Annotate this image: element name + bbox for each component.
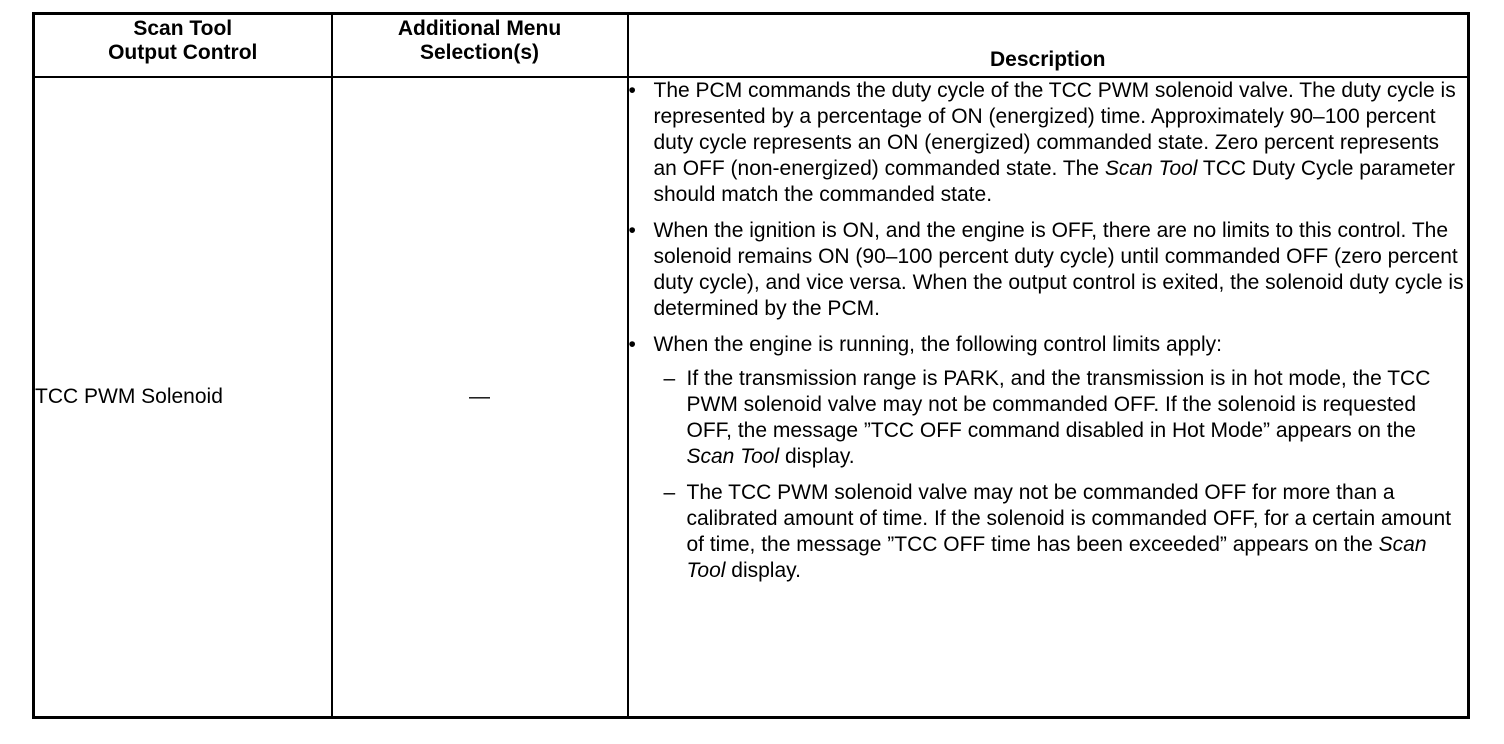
description-bullet-2 — [629, 218, 1468, 322]
description-list — [629, 78, 1468, 584]
sub-1-italic: Scan Tool — [686, 445, 780, 468]
description-bullet-3 — [629, 332, 1468, 584]
description-cell — [628, 77, 1469, 718]
header-scan-tool-output-control — [34, 14, 332, 78]
sub-2-text-b: display. — [725, 559, 801, 582]
description-bullet-1 — [629, 78, 1468, 208]
control-limit-2 — [664, 480, 1468, 584]
header-col3-label: Description — [989, 48, 1106, 71]
header-description — [628, 14, 1469, 78]
bullet-marker: • — [628, 79, 636, 102]
dash-marker: – — [663, 367, 676, 390]
control-limits-list — [654, 366, 1468, 584]
bullet-1-italic: Scan Tool — [1104, 157, 1198, 180]
bullet-1-text-a: The PCM commands the duty cycle of the TCC PWM solenoid valve. The duty cycle is represented by a percentage of ON (energized) time. Approximately 90–100 percent duty cycle represents an ON (energized) commanded state. Zero percent represents an OFF (non-energized) commanded state. The — [653, 79, 1456, 180]
output-control-name: TCC PWM Solenoid — [35, 385, 223, 408]
table-row — [34, 77, 1469, 718]
control-limit-1 — [664, 366, 1468, 470]
menu-selection-value: — — [469, 385, 490, 408]
header-col1-line1: Scan Tool — [133, 17, 233, 40]
bullet-marker: • — [628, 333, 636, 356]
bullet-marker: • — [628, 219, 636, 242]
bullet-2-text: When the ignition is ON, and the engine is OFF, there are no limits to this control. The solenoid remains ON (90–100 percent duty cycle) until commanded OFF (zero percent duty cycle), and vice versa. When the output control is exited, the solenoid duty cycle is determined by the PCM. — [653, 219, 1464, 320]
output-control-table — [32, 12, 1470, 719]
header-row — [34, 14, 1469, 78]
header-additional-menu-selections — [332, 14, 628, 78]
bullet-3-text: When the engine is running, the following control limits apply: — [653, 333, 1222, 356]
dash-marker: – — [663, 481, 676, 504]
header-col1-line2: Output Control — [108, 41, 258, 64]
sub-2-italic: Scan Tool — [686, 533, 1427, 582]
header-col2-line2: Selection(s) — [419, 41, 540, 64]
sub-1-text-b: display. — [779, 445, 855, 468]
header-col2-line1: Additional Menu — [397, 17, 562, 40]
sub-2-text-a: The TCC PWM solenoid valve may not be commanded OFF for more than a calibrated amount of time. If the solenoid is commanded OFF, for a certain amount of time, the message ”TCC OFF time has been exceeded” appears on the — [686, 481, 1452, 556]
output-control-cell — [34, 77, 332, 718]
menu-selection-cell — [332, 77, 628, 718]
sub-1-text-a: If the transmission range is PARK, and the transmission is in hot mode, the TCC PWM solenoid valve may not be commanded OFF. If the solenoid is requested OFF, the message ”TCC OFF command disabled in Hot Mode” appears on the — [686, 367, 1431, 442]
bullet-1-text-b: TCC Duty Cycle parameter should match the commanded state. — [653, 157, 1455, 206]
